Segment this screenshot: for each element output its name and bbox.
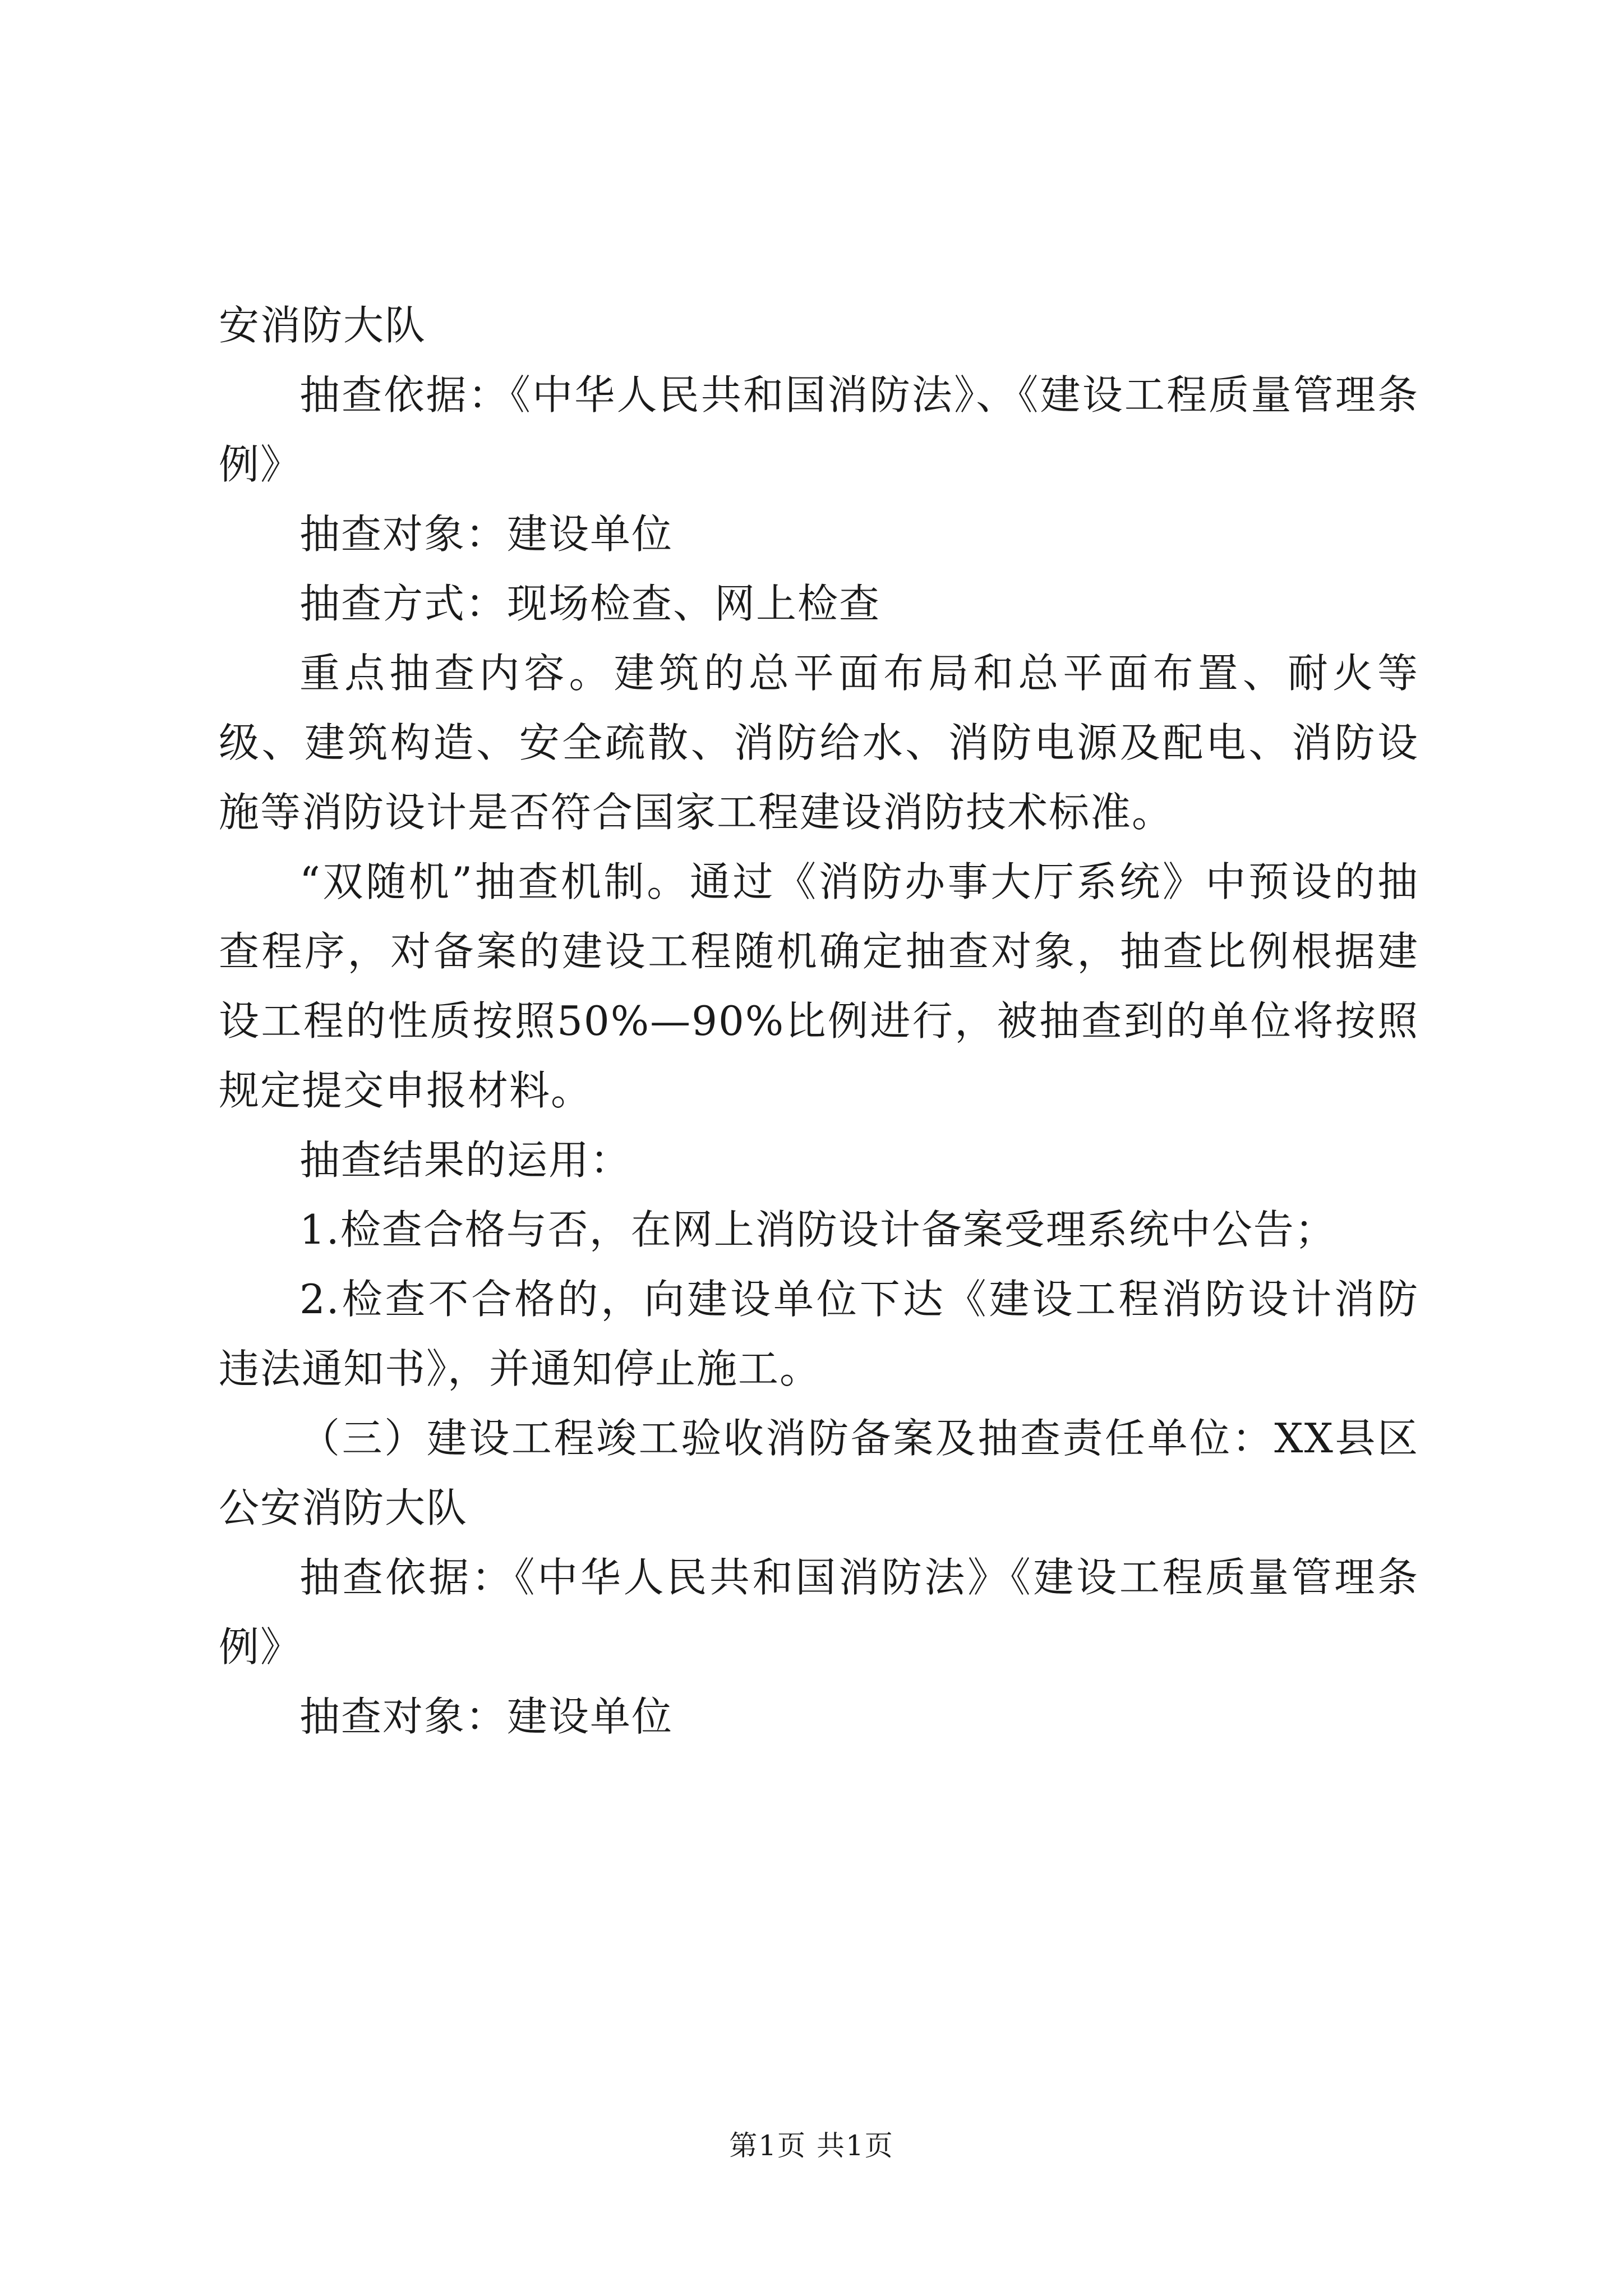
paragraph-basis-2: 抽查依据：《中华人民共和国消防法》《建设工程质量管理条例》 <box>219 1554 1419 1671</box>
paragraph-section-3: （三）建设工程竣工验收消防备案及抽查责任单位：XX县区公安消防大队 <box>219 1415 1419 1531</box>
paragraph-method: 抽查方式：现场检查、网上检查 <box>299 580 881 627</box>
paragraph-key-content: 重点抽查内容。建筑的总平面布局和总平面布置、耐火等级、建筑构造、安全疏散、消防给水、消防电源及配电、消防设施等消防设计是否符合国家工程建设消防技术标准。 <box>219 650 1419 836</box>
paragraph-target-2: 抽查对象：建设单位 <box>299 1693 674 1740</box>
paragraph-item-2: 2.检查不合格的，向建设单位下达《建设工程消防设计消防违法通知书》，并通知停止施工。 <box>219 1276 1419 1392</box>
page-footer: 第1页 共1页 <box>729 2129 894 2162</box>
paragraph-continuation: 安消防大队 <box>219 302 427 349</box>
document-body <box>219 291 1419 1751</box>
paragraph-target: 抽查对象：建设单位 <box>299 510 674 558</box>
paragraph-item-1: 1.检查合格与否，在网上消防设计备案受理系统中公告； <box>299 1206 1336 1253</box>
paragraph-double-random: “双随机”抽查机制。通过《消防办事大厅系统》中预设的抽查程序，对备案的建设工程随机确定抽查对象，抽查比例根据建设工程的性质按照50%—90%比例进行，被抽查到的单位将按照规定提交申报材料。 <box>219 858 1419 1114</box>
paragraph-basis: 抽查依据：《中华人民共和国消防法》、《建设工程质量管理条例》 <box>219 371 1419 488</box>
paragraph-result-usage: 抽查结果的运用： <box>299 1137 632 1184</box>
